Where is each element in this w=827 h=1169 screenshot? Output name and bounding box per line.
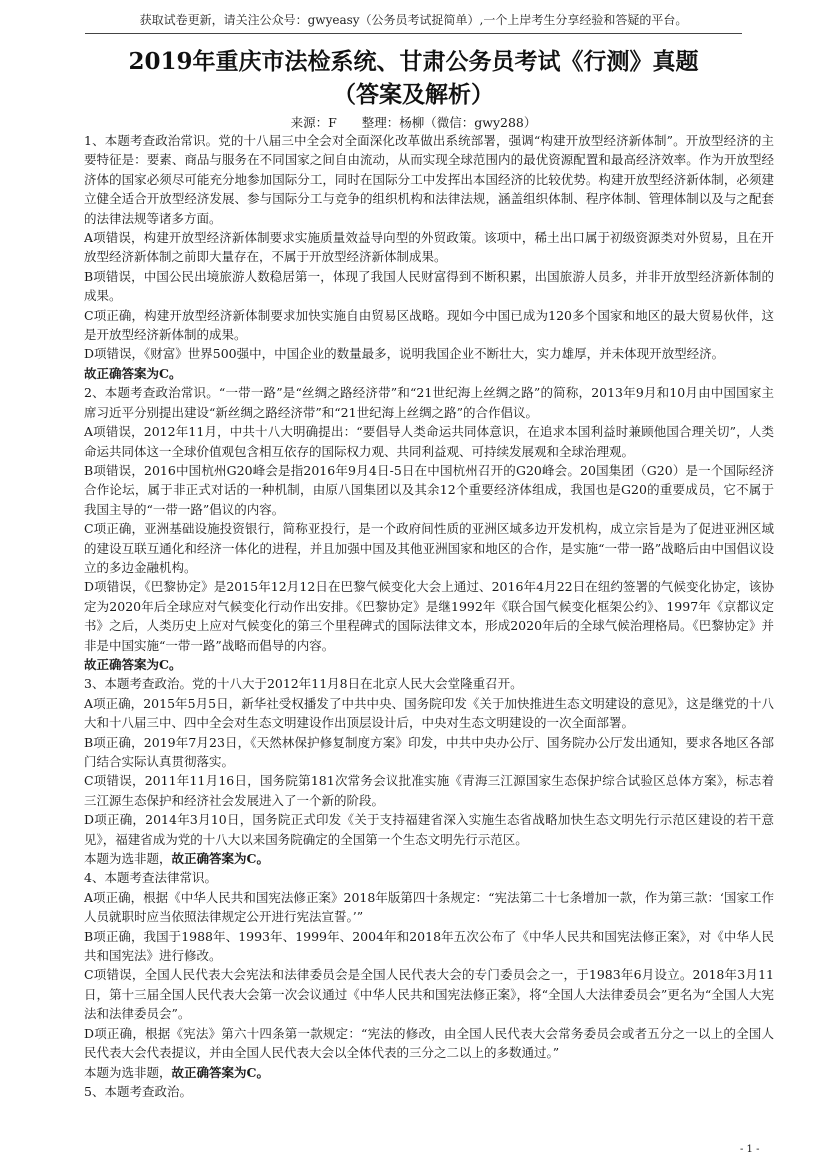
header-divider [85,33,742,34]
paragraph-text: C项错误，2011年11月16日，国务院第181次常务会议批准实施《青海三江源国家生态保护综合试验区总体方案》，标志着三江源生态保护和经济社会发展进入了一个新的阶段。 [84,773,774,808]
explanation-paragraph [84,771,774,810]
explanation-paragraph [84,131,774,228]
explanation-paragraph [84,344,774,363]
page-number: - 1 - [740,1144,760,1155]
explanation-paragraph [84,1082,774,1101]
paragraph-text: D项正确，2014年3月10日，国务院正式印发《关于支持福建省深入实施生态省战略加快生态文明先行示范区建设的若干意见》，福建省成为党的十八大以来国务院确定的全国第一个生态文明先行示范区。 [84,812,774,847]
paragraph-text: A项错误，2012年11月，中共十八大明确提出：“要倡导人类命运共同体意识，在追求本国利益时兼顾他国合理关切”，人类命运共同体这一全球价值观包含相互依存的国际权力观、共同利益观、可持续发展观和全球治理观。 [84,424,774,459]
explanation-paragraph [84,577,774,655]
explanation-paragraph [84,927,774,966]
answer-explanations [84,131,774,1101]
paragraph-text: A项错误，构建开放型经济新体制要求实施质量效益导向型的外贸政策。该项中，稀土出口属于初级资源类对外贸易，且在开放型经济新体制之前即大量存在，不属于开放型经济新体制成果。 [84,230,774,265]
paragraph-text: B项错误，2016中国杭州G20峰会是指2016年9月4日-5日在中国杭州召开的G20峰会。20国集团（G20）是一个国际经济合作论坛，属于非正式对话的一种机制，由原八国集团以及其余12个重要经济体组成，我国也是G20的重要成员，它不属于我国主导的“一带一路”倡议的内容。 [84,462,774,517]
explanation-paragraph [84,810,774,849]
explanation-paragraph [84,868,774,887]
explanation-paragraph [84,461,774,519]
explanation-paragraph [84,694,774,733]
answer-suffix: 故正确答案为C。 [171,851,269,867]
explanation-paragraph [84,965,774,1023]
answer-line [84,364,774,383]
answer-suffix: 故正确答案为C。 [171,1064,269,1080]
explanation-paragraph [84,519,774,577]
paragraph-text: 3、本题考查政治。党的十八大于2012年11月8日在北京人民大会堂隆重召开。 [84,676,523,692]
paragraph-text: 故正确答案为C。 [84,365,182,381]
explanation-paragraph [84,422,774,461]
paragraph-text: A项正确，根据《中华人民共和国宪法修正案》2018年版第四十条规定：“宪法第二十七条增加一款，作为第三款：‘国家工作人员就职时应当依照法律规定公开进行宪法宣誓。’” [84,889,774,925]
paragraph-text: 本题为选非题， [84,1064,172,1080]
paragraph-text: A项正确，2015年5月5日，新华社受权播发了中共中央、国务院印发《关于加快推进生态文明建设的意见》，这是继党的十八大和十八届三中、四中全会对生态文明建设作出顶层设计后，中央对生态文明建设的一次全面部署。 [84,695,774,731]
paragraph-text: 5、本题考查政治。 [84,1083,192,1099]
paragraph-text: D项正确，根据《宪法》第六十四条第一款规定：“宪法的修改，由全国人民代表大会常务委员会或者五分之一以上的全国人民代表大会代表提议，并由全国人民代表大会以全体代表的三分之二以上的多数通过。” [84,1025,774,1061]
answer-line [84,655,774,674]
paragraph-text: 2、本题考查政治常识。“一带一路”是“丝绸之路经济带”和“21世纪海上丝绸之路”的简称，2013年9月和10月由中国国家主席习近平分别提出建设“新丝绸之路经济带”和“21世纪海上丝绸之路”的合作倡议。 [84,385,774,420]
explanation-paragraph [84,383,774,422]
header-note: 获取试卷更新，请关注公众号：gwyeasy（公务员考试捉简单）,一个上岸考生分享经验和答疑的平台。 [139,13,688,27]
paragraph-text: B项正确，2019年7月23日，《天然林保护修复制度方案》印发，中共中央办公厅、国务院办公厅发出通知，要求各地区各部门结合实际认真贯彻落实。 [84,734,774,769]
source-line: 来源：F 整理：杨柳（微信：gwy288） [290,115,537,130]
paragraph-text: C项正确，亚洲基础设施投资银行，简称亚投行，是一个政府间性质的亚洲区域多边开发机构，成立宗旨是为了促进亚洲区域的建设互联互通化和经济一体化的进程，并且加强中国及其他亚洲国家和地区的合作，是实施“一带一路”战略后由中国倡议设立的多边金融机构。 [84,521,774,575]
document-title: 2019年重庆市法检系统、甘肃公务员考试《行测》真题 [128,48,699,75]
document-subtitle: （答案及解析） [333,81,494,108]
explanation-paragraph [84,849,774,868]
paragraph-text: B项错误，中国公民出境旅游人数稳居第一，体现了我国人民财富得到不断积累，出国旅游人员多，并非开放型经济新体制的成果。 [84,268,774,304]
paragraph-text: 本题为选非题， [84,851,172,867]
explanation-paragraph [84,674,774,693]
paragraph-text: 故正确答案为C。 [84,656,182,672]
explanation-paragraph [84,888,774,927]
explanation-paragraph [84,228,774,267]
paragraph-text: D项错误，《巴黎协定》是2015年12月12日在巴黎气候变化大会上通过、2016年4月22日在纽约签署的气候变化协定，该协定为2020年后全球应对气候变化行动作出安排。《巴黎协定》是继1992年《联合国气候变化框架公约》、1997年《京都议定书》之后，人类历史上应对气候变化的第三个里程碑式的国际法律文本，形成2020年后的全球气候治理格局。《巴黎协定》并非是中国实施“一带一路”战略而倡导的内容。 [84,579,774,653]
explanation-paragraph [84,306,774,345]
paragraph-text: 1、本题考查政治常识。党的十八届三中全会对全面深化改革做出系统部署，强调“构建开放型经济新体制”。开放型经济的主要特征是：要素、商品与服务在不同国家之间自由流动，从而实现全球范围内的最优资源配置和最高经济效率。作为开放型经济体的国家必须尽可能充分地参加国际分工，同时在国际分工中发挥出本国经济的比较优势。构建开放型经济新体制，必须建立健全适合开放型经济发展、参与国际分工与竞争的组织机构和法律法规，涵盖组织体制、程序体制、管理体制以及与之配套的法律法规等诸多方面。 [84,133,774,226]
paragraph-text: D项错误，《财富》世界500强中，中国企业的数量最多，说明我国企业不断壮大，实力雄厚，并未体现开放型经济。 [84,346,725,362]
paragraph-text: B项正确，我国于1988年、1993年、1999年、2004年和2018年五次公布了《中华人民共和国宪法修正案》，对《中华人民共和国宪法》进行修改。 [84,928,774,964]
explanation-paragraph [84,1024,774,1063]
paragraph-text: 4、本题考查法律常识。 [84,870,217,886]
explanation-paragraph [84,267,774,306]
paragraph-text: C项错误，全国人民代表大会宪法和法律委员会是全国人民代表大会的专门委员会之一，于1983年6月设立。2018年3月11日，第十三届全国人民代表大会第一次会议通过《中华人民共和国宪法修正案》，将“全国人大法律委员会”更名为“全国人大宪法和法律委员会”。 [84,967,774,1022]
explanation-paragraph [84,733,774,772]
explanation-paragraph [84,1063,774,1082]
paragraph-text: C项正确，构建开放型经济新体制要求加快实施自由贸易区战略。现如今中国已成为120多个国家和地区的最大贸易伙伴，这是开放型经济新体制的成果。 [84,307,774,343]
